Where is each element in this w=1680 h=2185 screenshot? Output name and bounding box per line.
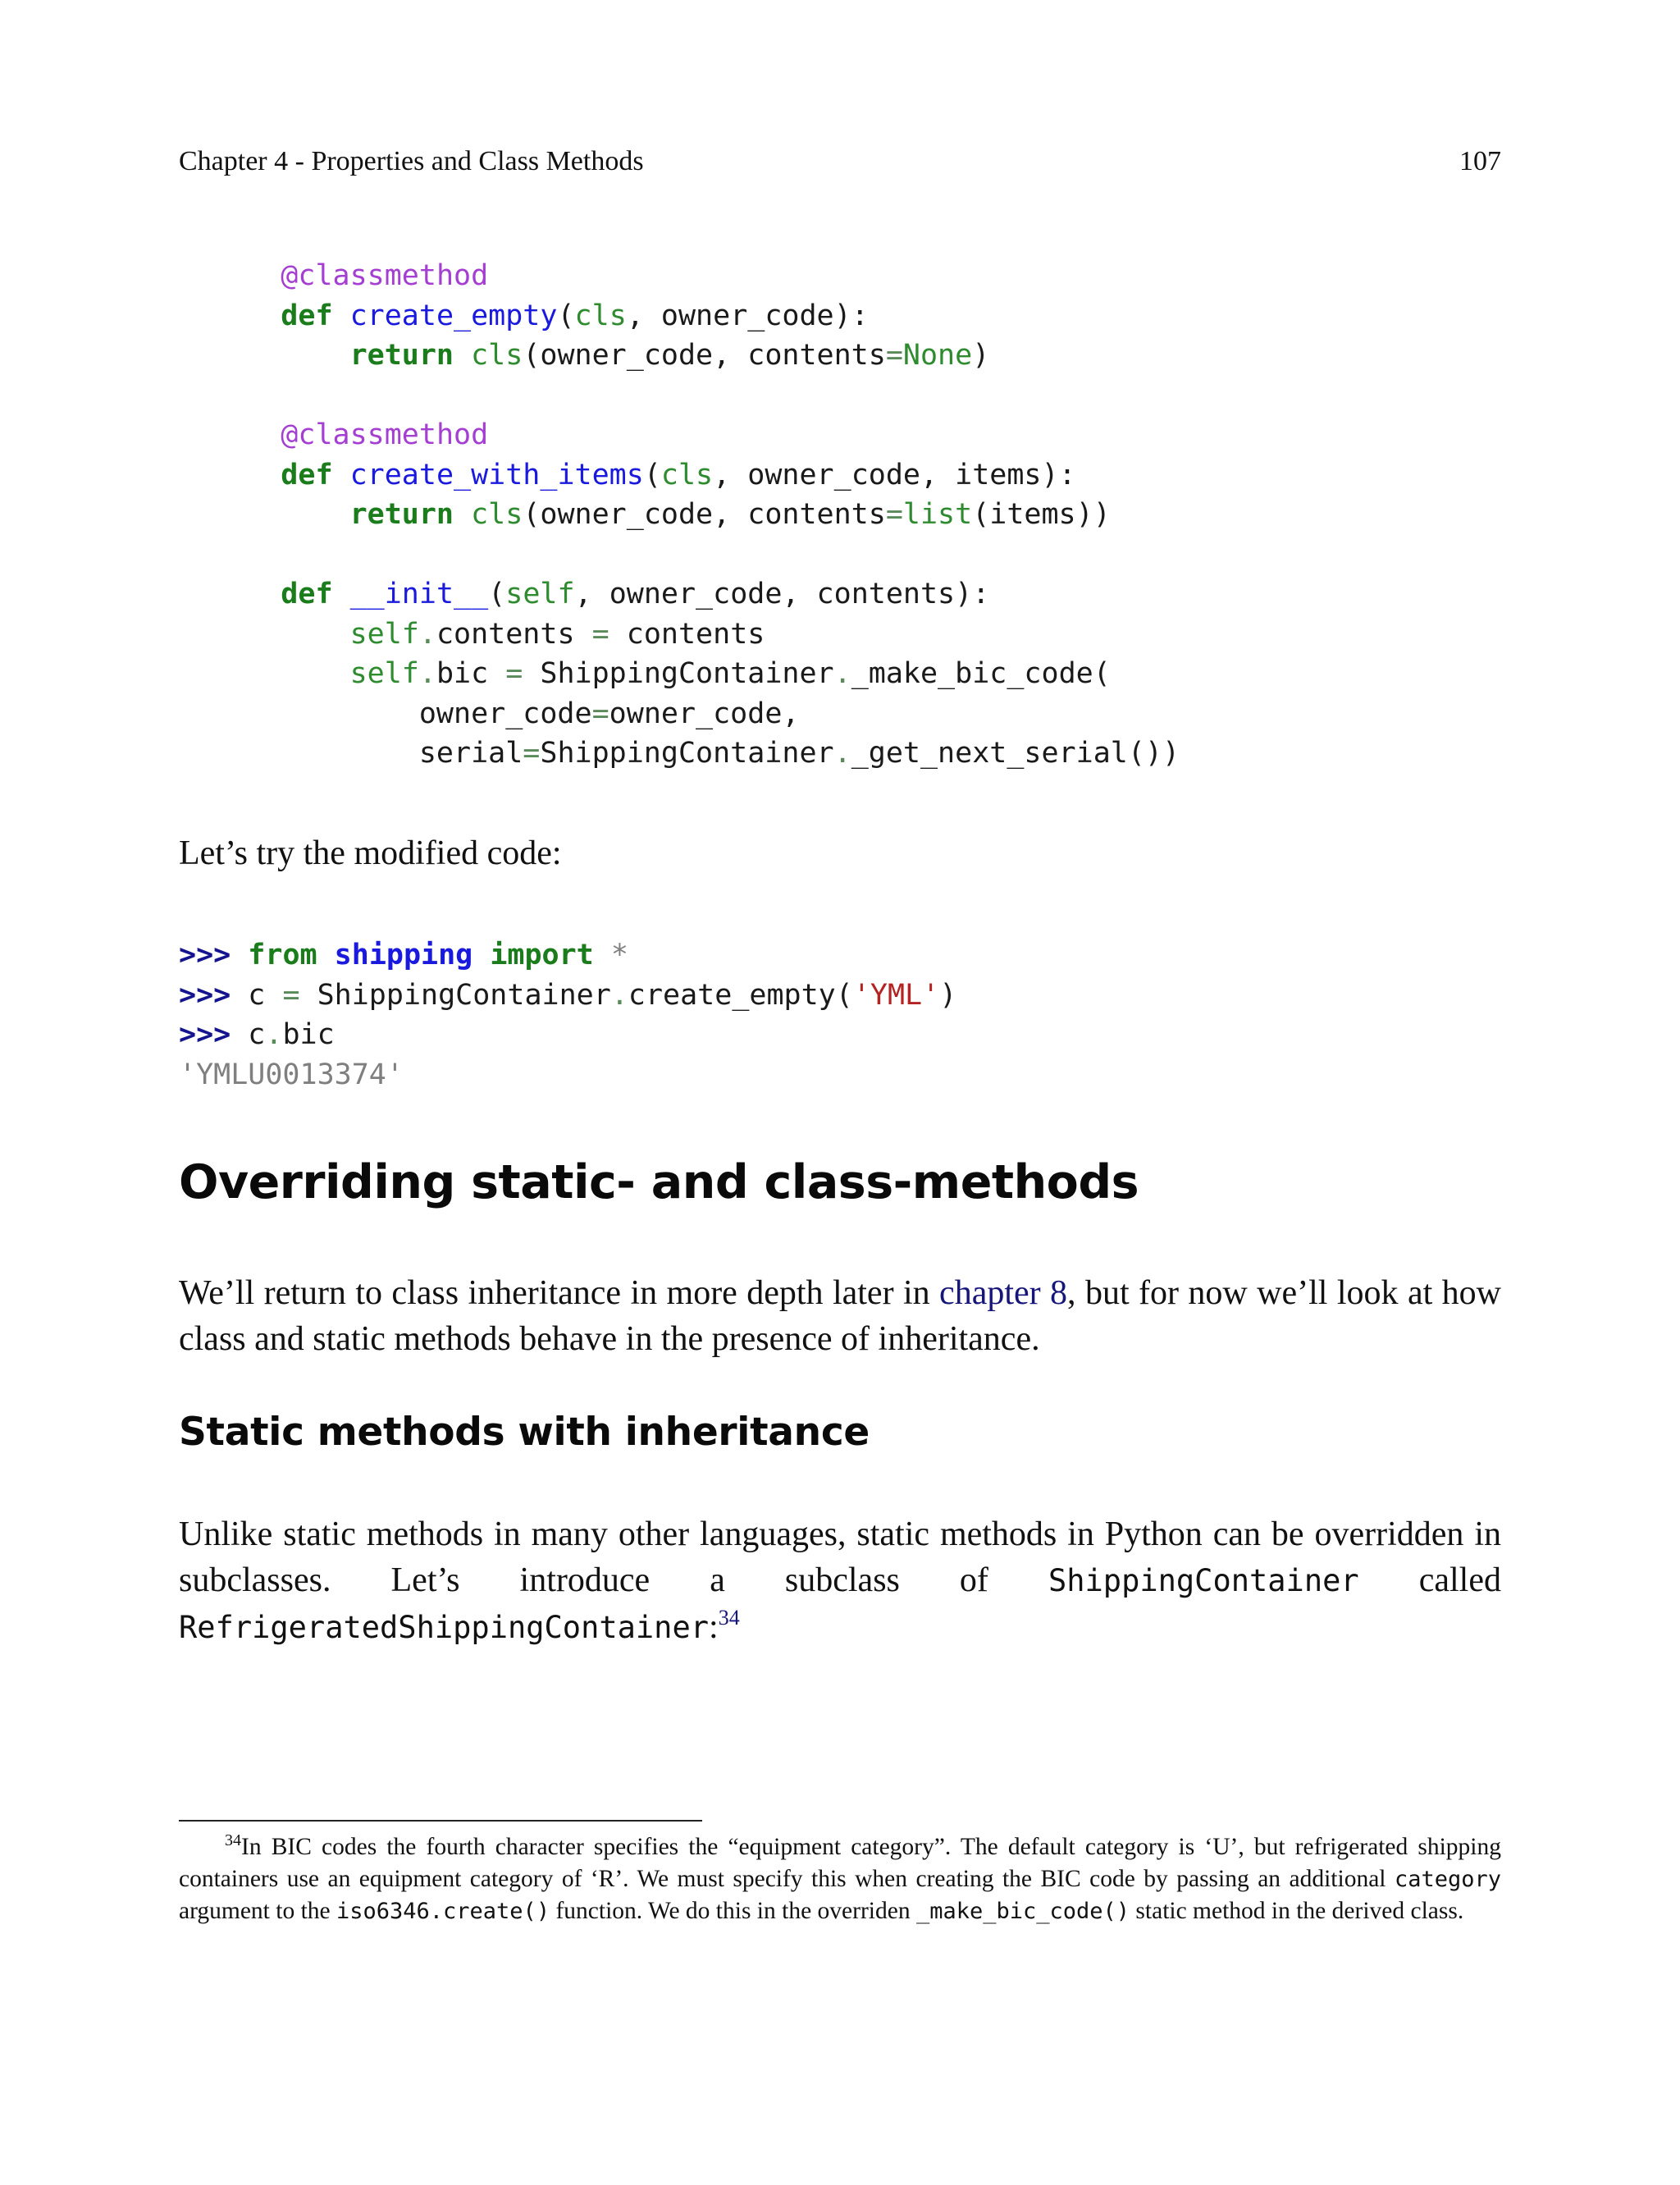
text-run: argument to the bbox=[179, 1898, 336, 1924]
text-run: In BIC codes the fourth character specifies the “equipment category”. The default category is ‘U’, but refrigerated shipping containers use an equipment category of ‘R’. We must specify this when creating the BIC code by passing an additional bbox=[179, 1834, 1501, 1892]
text-run: , but for now we’ll look at how class and static methods behave in the presence of inheritance. bbox=[179, 1274, 1501, 1358]
code-line: owner_code=owner_code, bbox=[212, 697, 800, 730]
footnote-number: 34 bbox=[225, 1831, 241, 1849]
running-header bbox=[179, 146, 1501, 177]
code-line: def create_with_items(cls, owner_code, items): bbox=[281, 458, 1076, 491]
code-line: @classmethod bbox=[281, 418, 489, 451]
inline-code: category bbox=[1394, 1866, 1501, 1892]
footnote-divider bbox=[179, 1820, 702, 1822]
inline-code: iso6346.create() bbox=[336, 1899, 550, 1924]
paragraph-try-code: Let’s try the modified code: bbox=[179, 834, 562, 872]
code-line: return cls(owner_code, contents=None) bbox=[349, 339, 990, 372]
chapter-title: Chapter 4 - Properties and Class Methods bbox=[179, 146, 644, 176]
page-number: 107 bbox=[1459, 146, 1501, 176]
code-line: self.contents = contents bbox=[349, 617, 765, 651]
repl-output: 'YMLU0013374' bbox=[179, 1058, 404, 1091]
text-run: Unlike static methods in many other languages, static methods in Python can be overridden in subclasses. Let’s introduce a subclass of bbox=[179, 1515, 1501, 1599]
code-line: serial=ShippingContainer._get_next_serial()) bbox=[212, 737, 1180, 770]
section-heading: Overriding static- and class-methods bbox=[179, 1155, 1139, 1209]
code-block-classmethods bbox=[212, 256, 1180, 774]
code-line: return cls(owner_code, contents=list(items)) bbox=[349, 498, 1111, 531]
text-run: We’ll return to class inheritance in more depth later in bbox=[179, 1274, 940, 1312]
chapter-8-link[interactable]: chapter 8 bbox=[939, 1274, 1068, 1312]
code-block-repl bbox=[179, 935, 956, 1095]
code-line: def __init__(self, owner_code, contents): bbox=[281, 578, 990, 610]
code-line: self.bic = ShippingContainer._make_bic_code( bbox=[349, 657, 1111, 690]
text-run: function. We do this in the overriden bbox=[550, 1898, 916, 1924]
inline-code: RefrigeratedShippingContainer bbox=[179, 1610, 710, 1645]
paragraph-static-override bbox=[179, 1511, 1501, 1651]
code-line: def create_empty(cls, owner_code): bbox=[281, 299, 869, 332]
repl-line: >>> c = ShippingContainer.create_empty('YML') bbox=[179, 978, 957, 1012]
subsection-heading: Static methods with inheritance bbox=[179, 1410, 870, 1455]
text-run: static method in the derived class. bbox=[1130, 1898, 1464, 1924]
footnote-reference[interactable]: 34 bbox=[718, 1606, 740, 1630]
paragraph-inheritance-intro bbox=[179, 1270, 1501, 1362]
inline-code: ShippingContainer bbox=[1048, 1563, 1359, 1598]
inline-code: _make_bic_code() bbox=[915, 1899, 1130, 1924]
code-line: @classmethod bbox=[281, 259, 489, 292]
repl-line: >>> from shipping import * bbox=[179, 939, 628, 971]
text-run: : bbox=[709, 1608, 719, 1646]
text-run: called bbox=[1358, 1561, 1501, 1599]
repl-line: >>> c.bic bbox=[179, 1018, 335, 1051]
footnote bbox=[179, 1831, 1501, 1928]
